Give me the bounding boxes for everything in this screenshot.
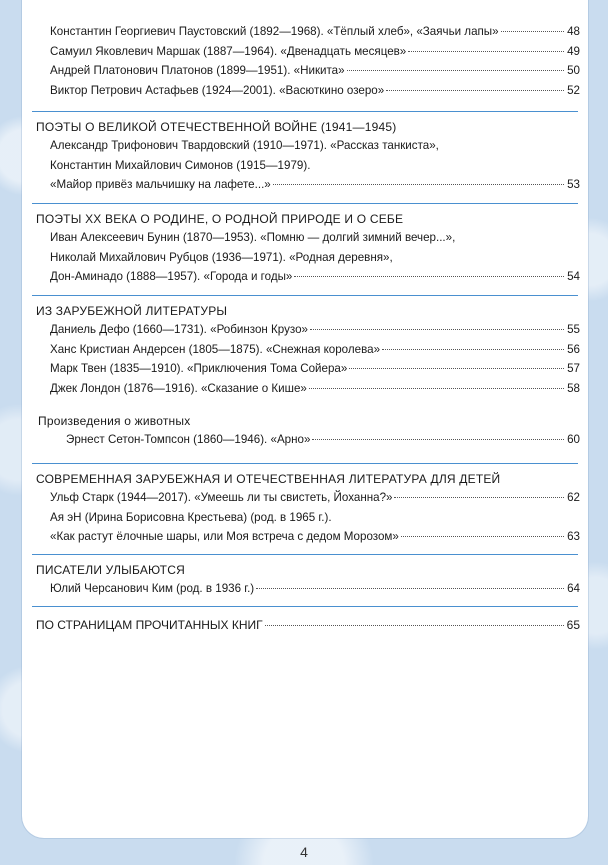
dot-leader [401, 536, 564, 537]
toc-entry[interactable] [22, 488, 588, 508]
section-heading: ПО СТРАНИЦАМ ПРОЧИТАННЫХ КНИГ [36, 618, 263, 632]
entry-page: 50 [567, 64, 580, 77]
dot-leader [273, 184, 564, 185]
dot-leader [347, 70, 564, 71]
entry-text: Ая эН (Ирина Борисовна Крестьева) (род. в 1965 г.). [50, 510, 332, 524]
section-heading: ПИСАТЕЛИ УЛЫБАЮТСЯ [36, 563, 185, 577]
entry-text: Ульф Старк (1944—2017). «Умеешь ли ты свистеть, Йоханна?» [50, 491, 393, 504]
dot-leader [310, 329, 564, 330]
toc-entry[interactable] [22, 379, 588, 399]
entry-text: Юлий Черсанович Ким (род. в 1936 г.) [50, 582, 255, 595]
section-divider [32, 606, 578, 607]
entry-page: 49 [567, 44, 580, 58]
dot-leader [386, 90, 564, 91]
section-heading: Произведения о животных [38, 414, 191, 428]
entry-text: Виктор Петрович Астафьев (1924—2001). «Васюткино озеро» [50, 83, 385, 97]
contents-sheet [22, 0, 588, 838]
entry-text: Константин Михайлович Симонов (1915—1979). [50, 158, 311, 172]
entry-page: 53 [567, 178, 580, 191]
entry-text: Джек Лондон (1876—1916). «Сказание о Кише» [50, 381, 307, 395]
entry-page: 58 [567, 381, 580, 395]
dot-leader [294, 276, 564, 277]
toc-entry[interactable] [22, 175, 588, 195]
toc-entry[interactable] [22, 579, 588, 599]
section-divider [32, 554, 578, 555]
section-heading: ИЗ ЗАРУБЕЖНОЙ ЛИТЕРАТУРЫ [36, 304, 228, 318]
dot-leader [408, 51, 564, 52]
toc-entry[interactable] [22, 248, 588, 268]
section-war-poets [22, 118, 588, 195]
entry-page: 57 [567, 362, 580, 375]
toc-entry[interactable] [22, 267, 588, 287]
entry-page: 62 [567, 491, 580, 504]
toc-entry[interactable] [22, 359, 588, 379]
toc-entry[interactable] [22, 228, 588, 248]
entry-page: 60 [567, 433, 580, 446]
entry-text: Дон-Аминадо (1888—1957). «Города и годы» [50, 270, 293, 283]
entry-page: 55 [567, 323, 580, 336]
section-divider [32, 111, 578, 112]
toc-entry[interactable] [22, 136, 588, 156]
section-homeland-poets [22, 210, 588, 287]
toc-entry[interactable] [22, 616, 588, 636]
toc-entry[interactable] [22, 508, 588, 528]
toc-entry[interactable] [22, 42, 588, 62]
section-heading: ПОЭТЫ XX ВЕКА О РОДИНЕ, О РОДНОЙ ПРИРОДЕ И О СЕБЕ [36, 212, 404, 226]
entry-text: Андрей Платонович Платонов (1899—1951). «Никита» [50, 64, 345, 77]
entry-text: Марк Твен (1835—1910). «Приключения Тома Сойера» [50, 362, 348, 375]
entry-page: 54 [567, 270, 580, 283]
section-humor [22, 561, 588, 599]
toc-entry[interactable] [22, 61, 588, 81]
section-divider [32, 203, 578, 204]
toc-entry[interactable] [22, 340, 588, 360]
section-heading: СОВРЕМЕННАЯ ЗАРУБЕЖНАЯ И ОТЕЧЕСТВЕННАЯ ЛИТЕРАТУРА ДЛЯ ДЕТЕЙ [36, 472, 501, 486]
entry-text: Эрнест Сетон-Томпсон (1860—1946). «Арно» [66, 433, 311, 446]
dot-leader [382, 349, 564, 350]
entry-page: 48 [567, 25, 580, 38]
entry-page: 63 [567, 530, 580, 543]
entry-text: Даниель Дефо (1660—1731). «Робинзон Крузо» [50, 323, 308, 336]
dot-leader [349, 368, 564, 369]
dot-leader [256, 588, 564, 589]
dot-leader [501, 31, 564, 32]
toc-entry[interactable] [22, 527, 588, 547]
toc-entry[interactable] [22, 22, 588, 42]
section-animals [22, 412, 588, 450]
entry-text: Александр Трифонович Твардовский (1910—1971). «Рассказ танкиста», [50, 139, 439, 152]
entry-page: 65 [566, 618, 580, 632]
section-divider [32, 463, 578, 464]
entry-text: Ханс Кристиан Андерсен (1805—1875). «Снежная королева» [50, 342, 381, 356]
entry-text: «Майор привёз мальчишку на лафете...» [50, 178, 271, 191]
dot-leader [265, 625, 564, 626]
entry-text: Иван Алексеевич Бунин (1870—1953). «Помню — долгий зимний вечер...», [50, 231, 456, 244]
entry-page: 56 [567, 342, 580, 356]
dot-leader [312, 439, 564, 440]
section-modern-literature [22, 470, 588, 547]
dot-leader [309, 388, 564, 389]
dot-leader [394, 497, 564, 498]
toc-entry[interactable] [22, 156, 588, 176]
section-heading: ПОЭТЫ О ВЕЛИКОЙ ОТЕЧЕСТВЕННОЙ ВОЙНЕ (1941—1945) [36, 120, 397, 134]
section-prose [22, 22, 588, 100]
entry-page: 52 [567, 83, 580, 97]
entry-text: Самуил Яковлевич Маршак (1887—1964). «Двенадцать месяцев» [50, 44, 407, 58]
section-foreign-literature [22, 302, 588, 398]
toc-entry[interactable] [22, 81, 588, 101]
entry-text: «Как растут ёлочные шары, или Моя встреча с дедом Морозом» [50, 530, 399, 543]
page-number: 4 [300, 844, 308, 860]
section-divider [32, 295, 578, 296]
toc-entry[interactable] [22, 430, 588, 450]
entry-text: Константин Георгиевич Паустовский (1892—1968). «Тёплый хлеб», «Заячьи лапы» [50, 25, 499, 38]
entry-page: 64 [567, 582, 580, 595]
toc-entry[interactable] [22, 320, 588, 340]
entry-text: Николай Михайлович Рубцов (1936—1971). «Родная деревня», [50, 250, 393, 264]
section-read-books [22, 616, 588, 636]
